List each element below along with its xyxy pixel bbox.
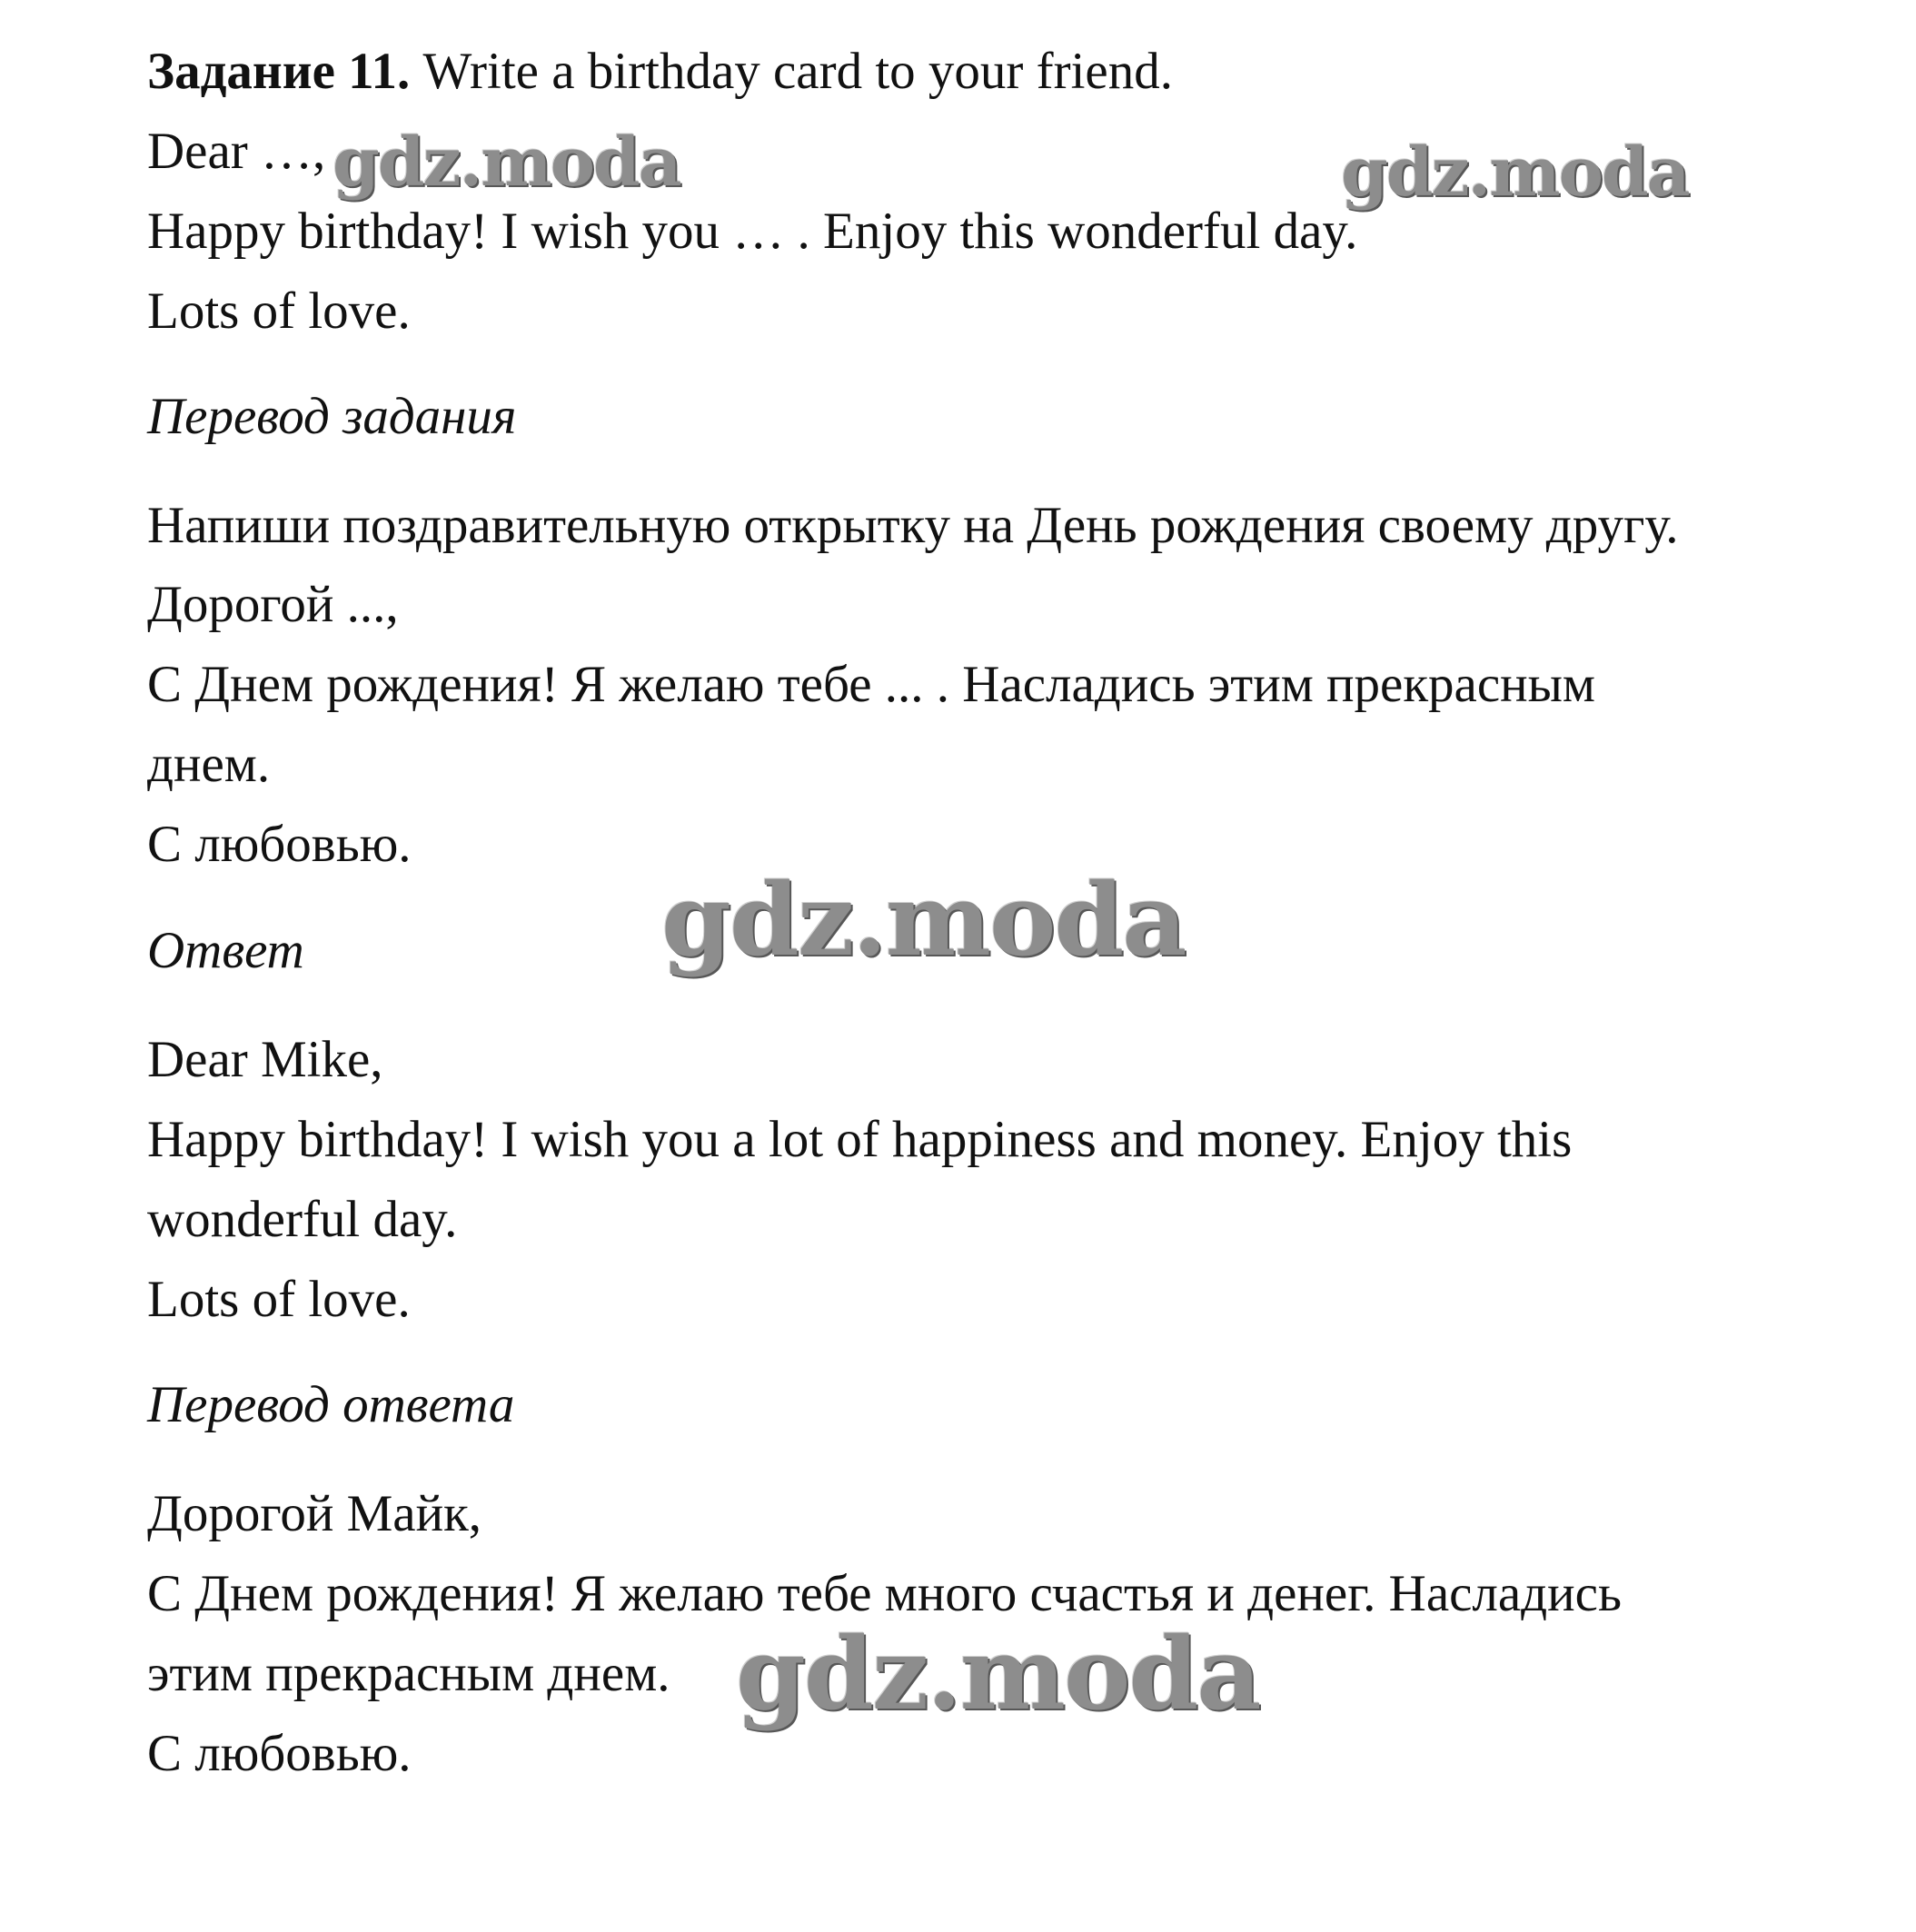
task-label: Задание 11. bbox=[147, 43, 411, 100]
answer-line: Lots of love. bbox=[147, 1271, 411, 1328]
answer-translation-line: С любовью. bbox=[147, 1725, 412, 1782]
task-translation-heading: Перевод задания bbox=[147, 388, 517, 445]
answer-translation-heading: Перевод ответа bbox=[147, 1376, 515, 1433]
answer-line: Happy birthday! I wish you a lot of happiness and money. Enjoy this bbox=[147, 1111, 1573, 1168]
answer-translation-line: Дорогой Майк, bbox=[147, 1485, 482, 1542]
task-translation-line: С Днем рождения! Я желаю тебе ... . Насладись этим прекрасным bbox=[147, 656, 1595, 713]
task-translation-line: Дорогой ..., bbox=[147, 576, 399, 633]
task-translation-line: днем. bbox=[147, 736, 271, 793]
task-card-line: Dear …, bbox=[147, 123, 326, 180]
answer-line: Dear Mike, bbox=[147, 1031, 383, 1088]
task-translation-line: Напиши поздравительную открытку на День рождения своему другу. bbox=[147, 497, 1679, 554]
watermark: gdz.moda bbox=[333, 124, 680, 202]
answer-translation-line: этим прекрасным днем. bbox=[147, 1645, 670, 1702]
watermark: gdz.moda bbox=[736, 1615, 1260, 1732]
task-translation-line: С любовью. bbox=[147, 816, 412, 873]
answer-line: wonderful day. bbox=[147, 1191, 458, 1248]
task-header bbox=[147, 43, 1173, 100]
answer-translation-line: С Днем рождения! Я желаю тебе много счастья и денег. Насладись bbox=[147, 1565, 1622, 1622]
answer-heading: Ответ bbox=[147, 922, 304, 979]
task-card-line: Happy birthday! I wish you … . Enjoy this wonderful day. bbox=[147, 203, 1358, 260]
watermark: gdz.moda bbox=[1341, 134, 1689, 212]
watermark: gdz.moda bbox=[661, 861, 1186, 978]
task-card-line: Lots of love. bbox=[147, 282, 411, 340]
task-instruction: Write a birthday card to your friend. bbox=[422, 43, 1173, 100]
